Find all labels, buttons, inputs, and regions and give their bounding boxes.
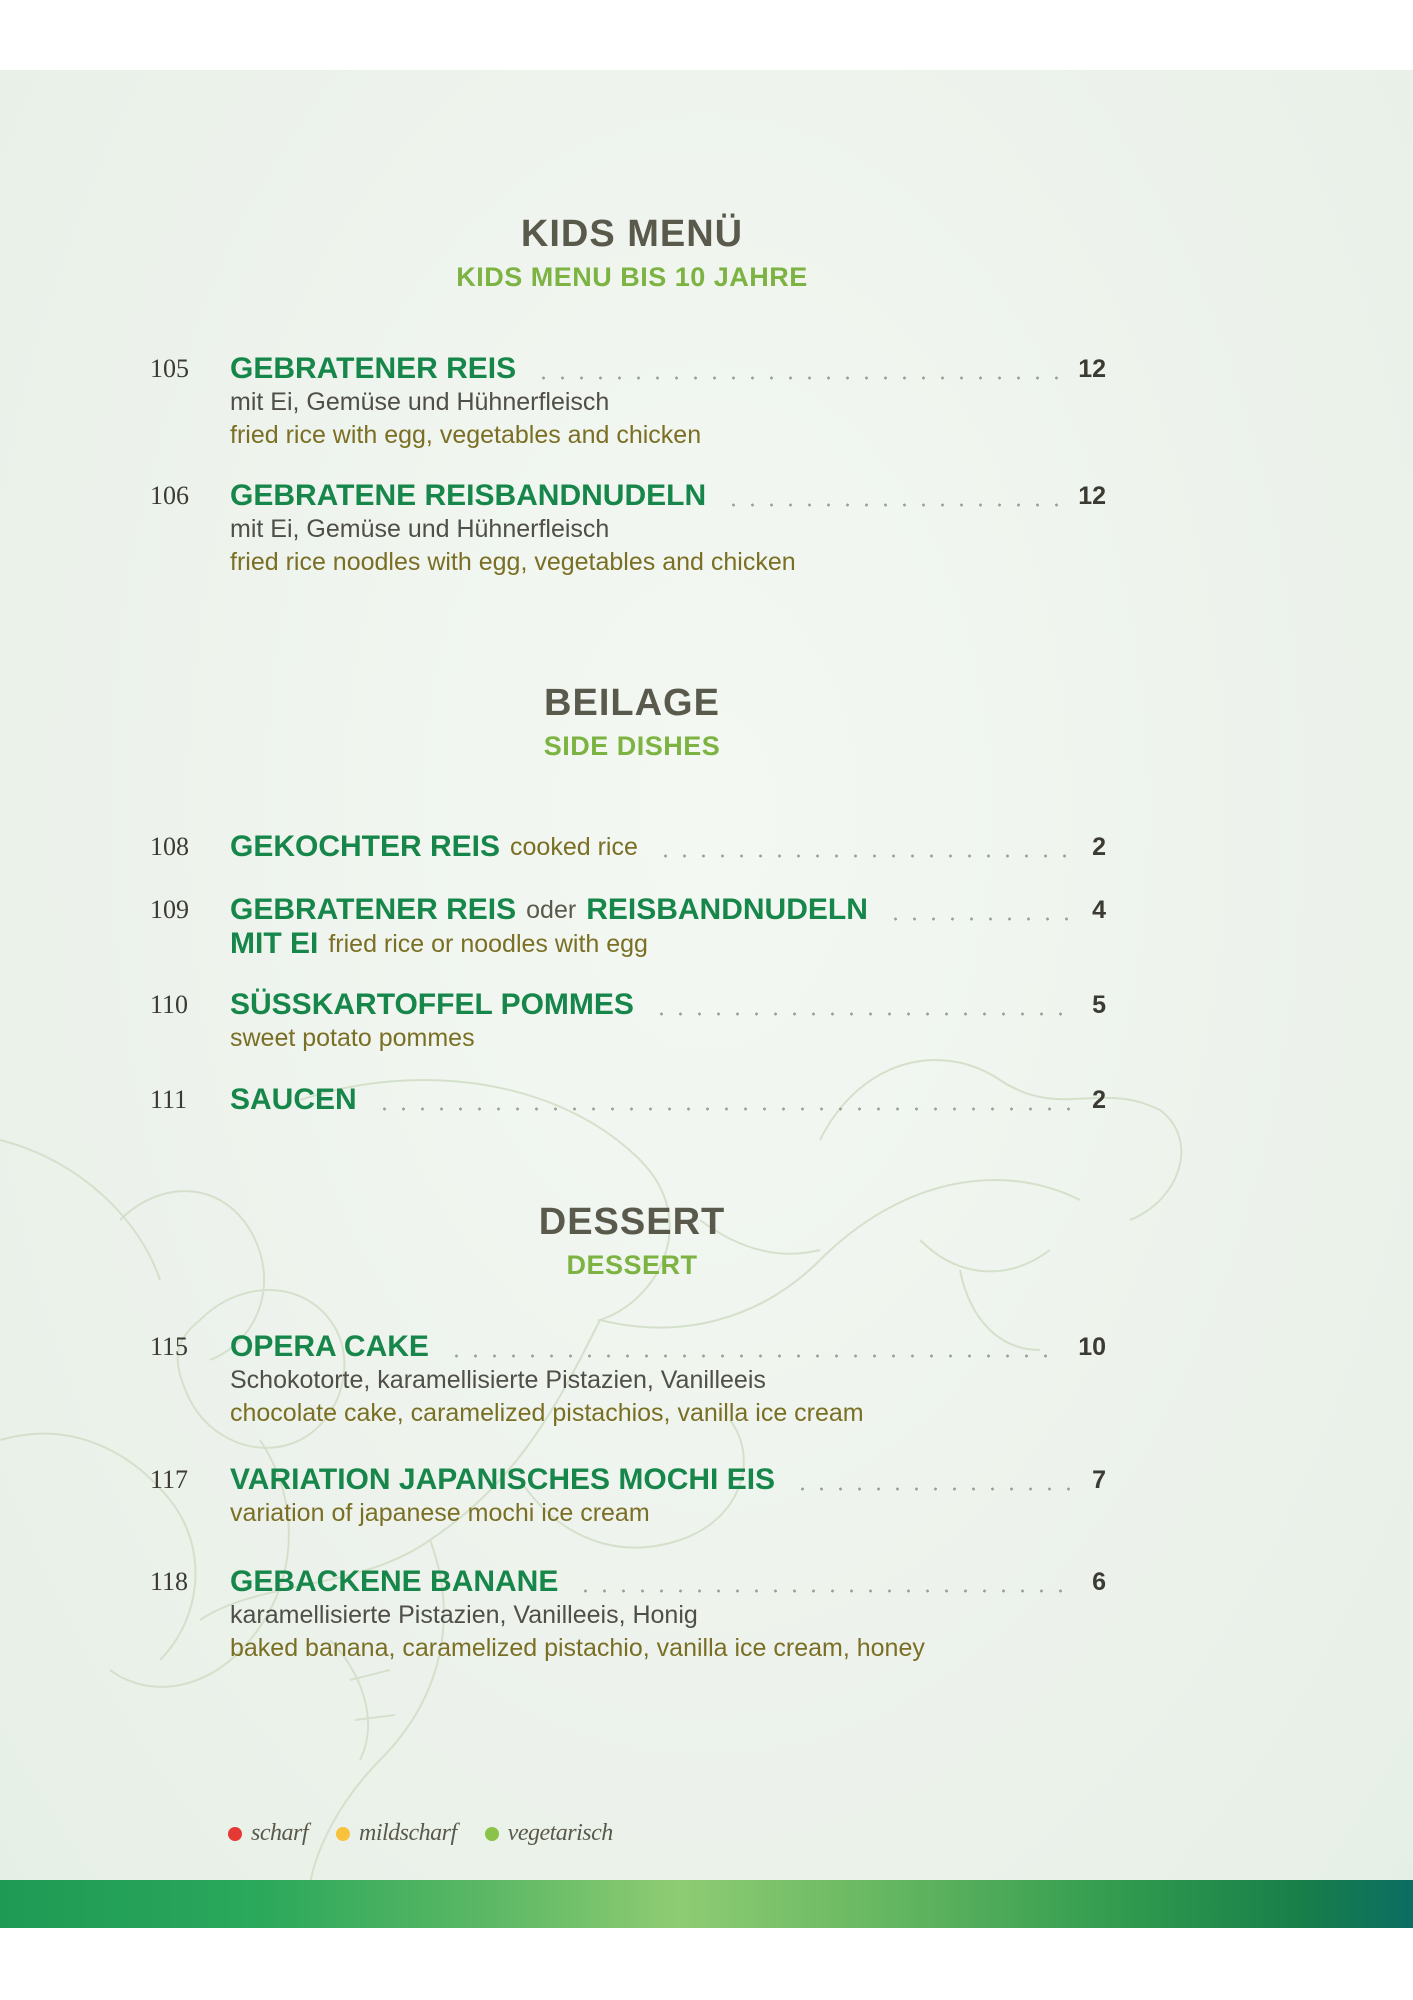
item-price: 12 [1078,355,1106,383]
dot-leader [375,1107,1074,1111]
item-desc-english: fried rice or noodles with egg [328,930,648,958]
item-price: 7 [1092,1466,1106,1494]
legend-label: scharf [251,1820,308,1846]
section-dessert-header [0,1200,1264,1282]
legend-item-scharf [228,1820,308,1847]
item-desc-english: chocolate cake, caramelized pistachios, vanilla ice cream [230,1399,864,1427]
item-number: 115 [150,1332,189,1361]
item-price: 6 [1092,1568,1106,1596]
green-dot-icon [485,1827,499,1841]
dot-leader [793,1487,1074,1491]
item-desc-english: fried rice with egg, vegetables and chicken [230,421,702,449]
item-desc-english: variation of japanese mochi ice cream [230,1499,650,1527]
item-name: OPERA CAKE [230,1330,429,1363]
footer-green-band [0,1880,1413,1928]
item-number: 118 [150,1567,189,1596]
item-desc-english: baked banana, caramelized pistachio, vanilla ice cream, honey [230,1634,925,1662]
dot-leader [656,854,1074,858]
dot-leader [576,1589,1074,1593]
item-desc-german: karamellisierte Pistazien, Vanilleeis, Honig [230,1601,698,1629]
item-name: GEBACKENE BANANE [230,1565,559,1598]
item-conjunction: oder [526,896,577,924]
section-title: DESSERT [538,1201,726,1243]
dot-leader [447,1354,1060,1358]
item-desc-english: cooked rice [510,833,638,861]
section-kids-header [0,212,1264,294]
item-desc-german: mit Ei, Gemüse und Hühnerfleisch [230,388,610,416]
item-number: 108 [150,832,189,861]
item-price: 2 [1092,833,1106,861]
dot-leader [724,503,1060,507]
item-number: 110 [150,990,189,1019]
red-dot-icon [228,1827,242,1841]
item-name: GEBRATENE REISBANDNUDELN [230,479,707,512]
item-name-suffix: MIT EI [230,927,319,960]
item-desc-english: fried rice noodles with egg, vegetables and chicken [230,548,796,576]
item-price: 2 [1092,1086,1106,1114]
item-name: SAUCEN [230,1083,357,1116]
item-name-alt: REISBANDNUDELN [586,893,868,926]
item-desc-english: sweet potato pommes [230,1024,475,1052]
legend-item-mildscharf [336,1820,457,1847]
item-name: SÜSSKARTOFFEL POMMES [230,988,634,1021]
section-subtitle: DESSERT [566,1250,698,1280]
yellow-dot-icon [336,1827,350,1841]
legend-label: mildscharf [359,1820,457,1846]
item-number: 105 [150,354,189,383]
item-desc-german: mit Ei, Gemüse und Hühnerfleisch [230,515,610,543]
section-beilage-header [0,681,1264,763]
legend-item-vegetarisch [485,1820,613,1847]
item-number: 111 [150,1085,188,1114]
item-name: GEBRATENER REIS [230,352,517,385]
item-name: VARIATION JAPANISCHES MOCHI EIS [230,1463,776,1496]
spice-legend [228,1820,641,1847]
item-number: 106 [150,481,189,510]
item-price: 10 [1078,1333,1106,1361]
section-title: KIDS MENÜ [520,213,744,255]
item-name: GEKOCHTER REIS [230,830,501,863]
item-number: 109 [150,895,189,924]
item-desc-german: Schokotorte, karamellisierte Pistazien, Vanilleeis [230,1366,766,1394]
item-price: 12 [1078,482,1106,510]
item-number: 117 [150,1465,189,1494]
item-name: GEBRATENER REIS [230,893,517,926]
section-subtitle: SIDE DISHES [543,731,721,761]
item-price: 4 [1092,896,1106,924]
dot-leader [652,1012,1074,1016]
item-price: 5 [1092,991,1106,1019]
section-subtitle: KIDS MENU BIS 10 JAHRE [456,262,808,292]
section-title: BEILAGE [544,682,720,724]
legend-label: vegetarisch [507,1820,613,1846]
dot-leader [886,917,1074,921]
dot-leader [534,376,1060,380]
